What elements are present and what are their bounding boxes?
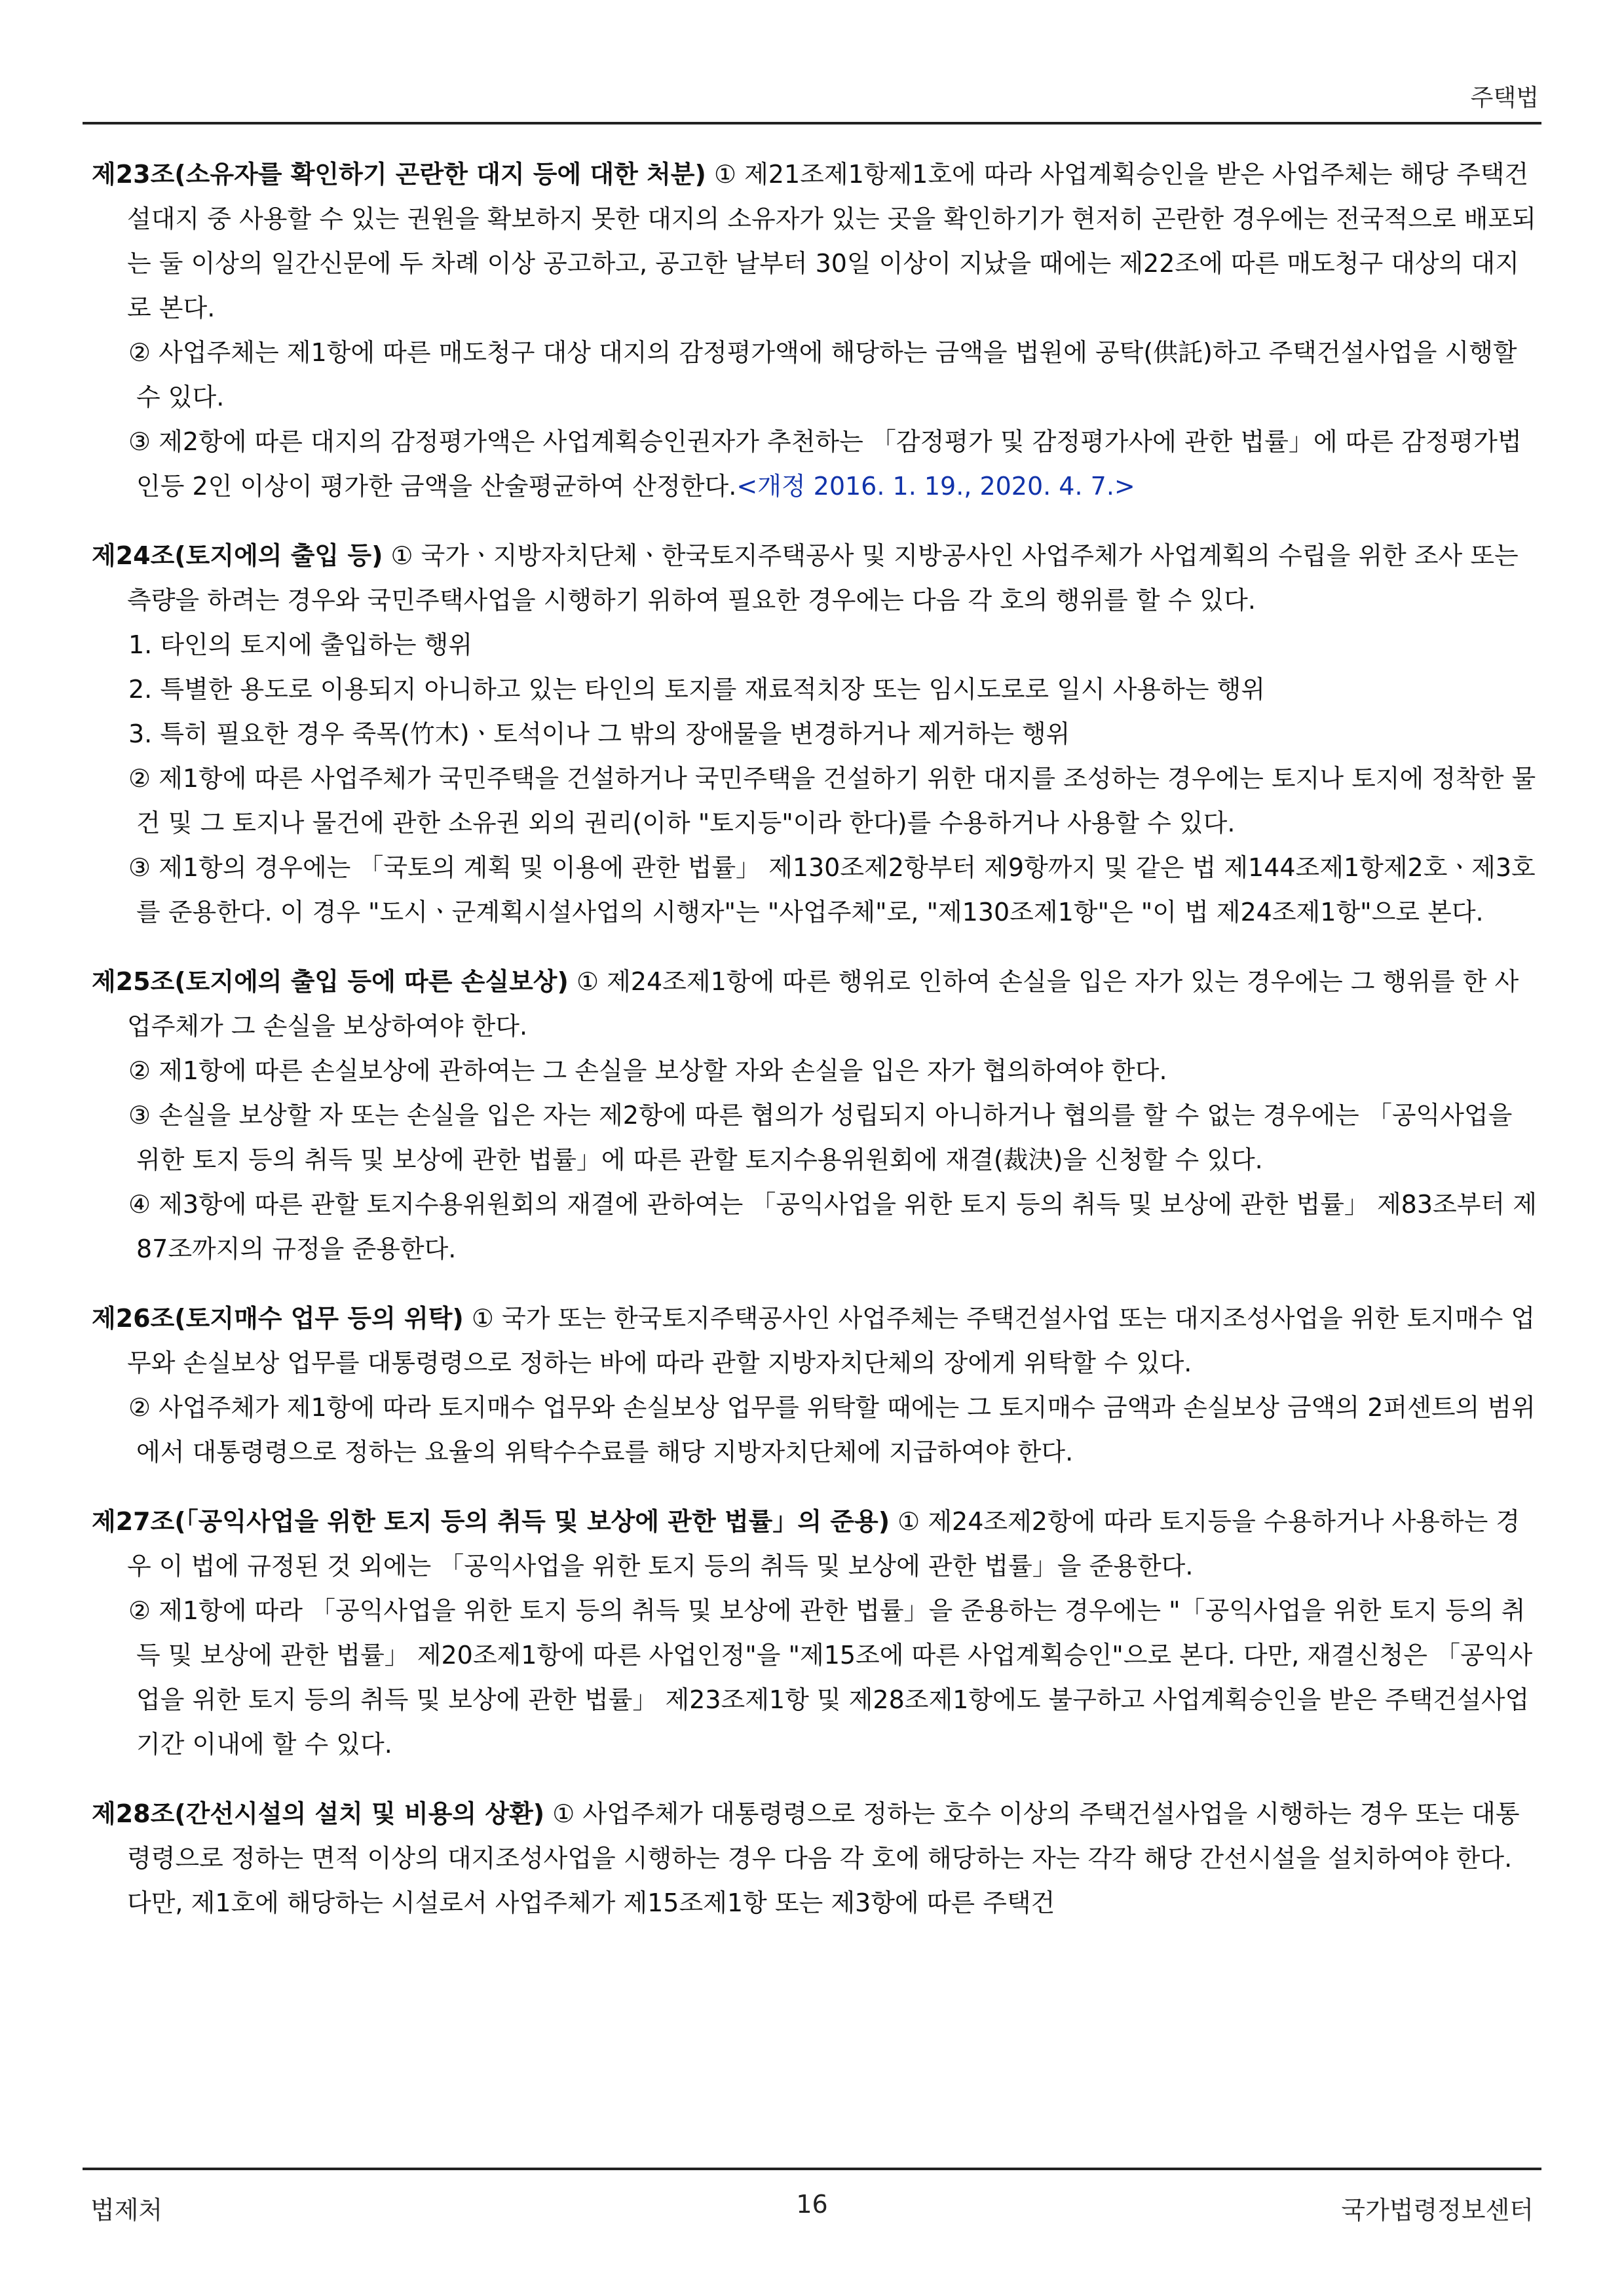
article-first-paragraph <box>92 152 1540 330</box>
paragraph-text: ③ 제1항의 경우에는 「국토의 계획 및 이용에 관한 법률」 제130조제2항부터 제9항까지 및 같은 법 제144조제1항제2호ㆍ제3호를 준용한다. 이 경우 "도시ㆍ군계획시설사업의 시행자"는 "사업주체"로, "제130조제1항"은 "이 법 제24조제1항"으로 본다. <box>128 853 1536 927</box>
article-23 <box>92 152 1540 508</box>
article-27 <box>92 1499 1540 1767</box>
article-title: 제25조(토지에의 출입 등에 따른 손실보상) <box>92 967 569 996</box>
paragraph <box>92 1182 1540 1271</box>
article-title: 제27조(「공익사업을 위한 토지 등의 취득 및 보상에 관한 법률」의 준용) <box>92 1507 890 1536</box>
page-number: 16 <box>796 2190 828 2219</box>
paragraph <box>92 1048 1540 1093</box>
paragraph <box>92 845 1540 934</box>
list-item: 1. 타인의 토지에 출입하는 행위 <box>128 630 473 659</box>
article-28 <box>92 1791 1540 1925</box>
paragraph-text: ① 사업주체가 대통령령으로 정하는 호수 이상의 주택건설사업을 시행하는 경우 또는 대통령령으로 정하는 면적 이상의 대지조성사업을 시행하는 경우 다음 각 호에 해당하는 자는 각각 해당 간선시설을 설치하여야 한다. 다만, 제1호에 해당하는 시설로서 사업주체가 제15조제1항 또는 제3항에 따른 주택건 <box>127 1799 1520 1917</box>
paragraph <box>92 419 1540 508</box>
paragraph-text: ① 국가ㆍ지방자치단체ㆍ한국토지주택공사 및 지방공사인 사업주체가 사업계획의 수립을 위한 조사 또는 측량을 하려는 경우와 국민주택사업을 시행하기 위하여 필요한 경우에는 다음 각 호의 행위를 할 수 있다. <box>127 541 1519 615</box>
article-26 <box>92 1296 1540 1474</box>
article-title: 제26조(토지매수 업무 등의 위탁) <box>92 1304 464 1333</box>
amendment-note: <개정 2016. 1. 19., 2020. 4. 7.> <box>736 472 1135 501</box>
article-first-paragraph <box>92 1499 1540 1588</box>
paragraph <box>92 1385 1540 1474</box>
paragraph-text: ③ 제2항에 따른 대지의 감정평가액은 사업계획승인권자가 추천하는 「감정평가 및 감정평가사에 관한 법률」에 따른 감정평가법인등 2인 이상이 평가한 금액을 산술평균하여 산정한다. <box>128 427 1522 501</box>
page-header <box>83 76 1541 124</box>
paragraph <box>92 330 1540 419</box>
paragraph-text: ① 제24조제1항에 따른 행위로 인하여 손실을 입은 자가 있는 경우에는 그 행위를 한 사업주체가 그 손실을 보상하여야 한다. <box>127 967 1519 1041</box>
paragraph-text: ④ 제3항에 따른 관할 토지수용위원회의 재결에 관하여는 「공익사업을 위한 토지 등의 취득 및 보상에 관한 법률」 제83조부터 제87조까지의 규정을 준용한다. <box>128 1190 1537 1263</box>
paragraph-text: ② 사업주체가 제1항에 따라 토지매수 업무와 손실보상 업무를 위탁할 때에는 그 토지매수 금액과 손실보상 금액의 2퍼센트의 범위에서 대통령령으로 정하는 요율의 위탁수수료를 해당 지방자치단체에 지급하여야 한다. <box>128 1393 1536 1466</box>
paragraph-text: ① 제21조제1항제1호에 따라 사업계획승인을 받은 사업주체는 해당 주택건설대지 중 사용할 수 있는 권원을 확보하지 못한 대지의 소유자가 있는 곳을 확인하기가 현저히 곤란한 경우에는 전국적으로 배포되는 둘 이상의 일간신문에 두 차례 이상 공고하고, 공고한 날부터 30일 이상이 지났을 때에는 제22조에 따른 매도청구 대상의 대지로 본다. <box>127 160 1536 322</box>
paragraph-text: ③ 손실을 보상할 자 또는 손실을 입은 자는 제2항에 따른 협의가 성립되지 아니하거나 협의를 할 수 없는 경우에는 「공익사업을 위한 토지 등의 취득 및 보상에 관한 법률」에 따른 관할 토지수용위원회에 재결(裁決)을 신청할 수 있다. <box>128 1101 1513 1174</box>
article-title: 제23조(소유자를 확인하기 곤란한 대지 등에 대한 처분) <box>92 160 706 189</box>
article-first-paragraph <box>92 1296 1540 1385</box>
paragraph <box>92 1588 1540 1767</box>
article-first-paragraph <box>92 959 1540 1048</box>
footer-source: 국가법령정보센터 <box>1341 2196 1534 2225</box>
article-title: 제28조(간선시설의 설치 및 비용의 상환) <box>92 1799 545 1828</box>
paragraph-text: ② 제1항에 따른 손실보상에 관하여는 그 손실을 보상할 자와 손실을 입은 자가 협의하여야 한다. <box>128 1056 1167 1085</box>
footer-publisher: 법제처 <box>90 2196 163 2225</box>
page-footer <box>83 2168 1541 2229</box>
article-24 <box>92 533 1540 934</box>
paragraph-text: ① 제24조제2항에 따라 토지등을 수용하거나 사용하는 경우 이 법에 규정된 것 외에는 「공익사업을 위한 토지 등의 취득 및 보상에 관한 법률」을 준용한다. <box>127 1507 1520 1580</box>
header-title: 주택법 <box>1470 85 1539 111</box>
paragraph-text: ① 국가 또는 한국토지주택공사인 사업주체는 주택건설사업 또는 대지조성사업을 위한 토지매수 업무와 손실보상 업무를 대통령령으로 정하는 바에 따라 관할 지방자치단체의 장에게 위탁할 수 있다. <box>127 1304 1536 1377</box>
article-first-paragraph <box>92 1791 1540 1925</box>
paragraph-text: ② 제1항에 따른 사업주체가 국민주택을 건설하거나 국민주택을 건설하기 위한 대지를 조성하는 경우에는 토지나 토지에 정착한 물건 및 그 토지나 물건에 관한 소유권 외의 권리(이하 "토지등"이라 한다)를 수용하거나 사용할 수 있다. <box>128 764 1536 837</box>
paragraph <box>92 756 1540 845</box>
list-item: 2. 특별한 용도로 이용되지 아니하고 있는 타인의 토지를 재료적치장 또는 임시도로로 일시 사용하는 행위 <box>128 675 1266 704</box>
article-25 <box>92 959 1540 1271</box>
paragraph-text: ② 사업주체는 제1항에 따른 매도청구 대상 대지의 감정평가액에 해당하는 금액을 법원에 공탁(供託)하고 주택건설사업을 시행할 수 있다. <box>128 338 1517 411</box>
article-first-paragraph <box>92 533 1540 622</box>
document-body <box>92 152 1540 1950</box>
paragraph-text: ② 제1항에 따라 「공익사업을 위한 토지 등의 취득 및 보상에 관한 법률」을 준용하는 경우에는 "「공익사업을 위한 토지 등의 취득 및 보상에 관한 법률」 제20조제1항에 따른 사업인정"을 "제15조에 따른 사업계획승인"으로 본다. 다만, 재결신청은 「공익사업을 위한 토지 등의 취득 및 보상에 관한 법률」 제23조제1항 및 제28조제1항에도 불구하고 사업계획승인을 받은 주택건설사업 기간 이내에 할 수 있다. <box>128 1596 1533 1759</box>
paragraph <box>92 1093 1540 1182</box>
article-title: 제24조(토지에의 출입 등) <box>92 541 383 570</box>
list-item: 3. 특히 필요한 경우 죽목(竹木)ㆍ토석이나 그 밖의 장애물을 변경하거나 제거하는 행위 <box>128 719 1070 748</box>
